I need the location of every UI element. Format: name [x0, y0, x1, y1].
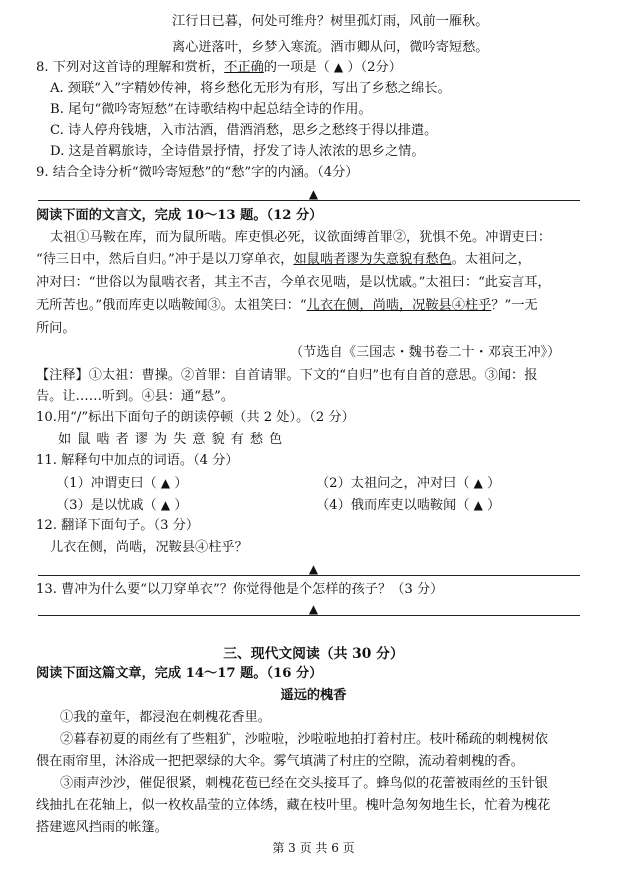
passage-line-3: 冲对曰：“世俗以为鼠啮衣者，其主不吉，今单衣见啮，是以忧戚。”太祖曰：“此妄言耳， [36, 275, 551, 290]
passage-line-1: 太祖①马鞍在库，而为鼠所啮。库吏惧必死，议欲面缚首罪②，犹惧不免。冲谓吏曰： [50, 230, 552, 245]
q11-item-1: （1）冲谓吏曰（ ▲ ） [56, 476, 188, 491]
q8-option-a: A. 颈联“入”字精妙传神，将乡愁化无形为有形，写出了乡愁之绵长。 [50, 81, 451, 96]
poem-line-3: 江行日已暮，何处可维舟？树里孤灯雨，风前一雁秋。 [172, 14, 489, 29]
question-11: 11. 解释句中加点的词语。（4 分） [36, 453, 239, 468]
answer-triangle-q9: ▲ [308, 187, 319, 201]
answer-line-q13 [38, 615, 580, 616]
passage-line-4: 无所苦也。”俄而库吏以啮鞍闻③。太祖笑曰：“儿衣在侧，尚啮，况鞍县④柱乎？”一无 [36, 298, 538, 313]
passage-source: （节选自《三国志・魏书卷二十・邓哀王冲》） [290, 345, 561, 360]
question-9: 9. 结合全诗分析“微吟寄短愁”的“愁”字的内涵。（4分） [36, 165, 359, 180]
q12-sentence: 儿衣在侧，尚啮，况鞍县④柱乎？ [50, 540, 248, 555]
q8-prefix: 8. 下列对这首诗的理解和赏析， [36, 60, 225, 75]
notes-line-2: 告。让……听到。④县：通“悬”。 [36, 389, 235, 404]
question-13: 13. 曹冲为什么要“以刀穿单衣”？你觉得他是个怎样的孩子？（3 分） [36, 582, 444, 597]
answer-blank-triangle: ▲ [333, 60, 344, 74]
answer-line-q12 [38, 575, 580, 576]
q8-suffix: ）（2分） [343, 60, 402, 75]
question-8 [36, 57, 402, 78]
q11-item-2: （2）太祖问之，冲对曰（ ▲ ） [316, 476, 501, 491]
article-para-1: ①我的童年，都浸泡在刺槐花香里。 [60, 710, 271, 725]
q8-mid: 的一项是（ [263, 60, 334, 75]
article-para-2-line-2: 偎在雨帘里，沐浴成一把把翠绿的大伞。雾气填满了村庄的空隙，流动着刺槐的香。 [36, 754, 524, 769]
section-three-title: 三、现代文阅读（共 30 分） [223, 646, 404, 662]
article-para-3-line-1: ③雨声沙沙，催促很紧，刺槐花苞已经在交头接耳了。蜂鸟似的花蕾被雨丝的玉针银 [60, 776, 548, 791]
answer-triangle-q12: ▲ [308, 562, 319, 576]
page-footer: 第 3 页 共 6 页 [272, 841, 355, 855]
question-10: 10.用“/”标出下面句子的朗读停顿（共 2 处）。（2 分） [36, 410, 355, 425]
poem-line-4: 离心迸落叶，乡梦入寒流。酒市卿从问，微吟寄短愁。 [172, 40, 489, 55]
passage-line-2: “待三日中，然后自归。”冲于是以刀穿单衣，如鼠啮者谬为失意貌有愁色。太祖问之， [36, 252, 531, 267]
q8-emphasis: 不正确 [224, 60, 264, 75]
q11-item-4: （4）俄而库吏以啮鞍闻（ ▲ ） [316, 498, 501, 513]
q10-sentence: 如鼠啮者谬为失意貌有愁色 [58, 432, 289, 447]
q11-item-3: （3）是以忧戚（ ▲ ） [56, 498, 188, 513]
question-12: 12. 翻译下面句子。（3 分） [36, 518, 200, 533]
underlined-sentence-2: 儿衣在侧，尚啮，况鞍县④柱乎 [306, 298, 492, 313]
answer-line-q9 [38, 200, 580, 201]
passage-line-5: 所问。 [36, 321, 76, 336]
section-heading-modern: 阅读下面这篇文章，完成 14～17 题。（16 分） [36, 666, 323, 681]
article-para-3-line-3: 搭建遮风挡雨的帐篷。 [36, 820, 168, 835]
q8-option-d: D. 这是首羁旅诗，全诗借景抒情，抒发了诗人浓浓的思乡之情。 [50, 144, 425, 159]
section-heading-classical: 阅读下面的文言文，完成 10～13 题。（12 分） [36, 208, 323, 223]
underlined-sentence-1: 如鼠啮者谬为失意貌有愁色 [293, 252, 452, 267]
q8-option-c: C. 诗人停舟钱塘，入市沽酒，借酒消愁，思乡之愁终于得以排遣。 [50, 123, 438, 138]
article-title: 遥远的槐香 [280, 688, 347, 703]
article-para-3-line-2: 线抽扎在花轴上，似一枚枚晶莹的立体绣，藏在枝叶里。槐叶急匆匆地生长，忙着为槐花 [36, 798, 551, 813]
notes-line-1: 【注释】①太祖：曹操。②首罪：自首请罪。下文的“自归”也有自首的意思。③闻：报 [36, 368, 538, 383]
q8-option-b: B. 尾句“微吟寄短愁”在诗歌结构中起总结全诗的作用。 [50, 102, 372, 117]
article-para-2-line-1: ②暮春初夏的雨丝有了些粗犷，沙啦啦，沙啦啦地拍打着村庄。枝叶稀疏的刺槐树依 [60, 732, 548, 747]
answer-triangle-q13: ▲ [308, 602, 319, 616]
